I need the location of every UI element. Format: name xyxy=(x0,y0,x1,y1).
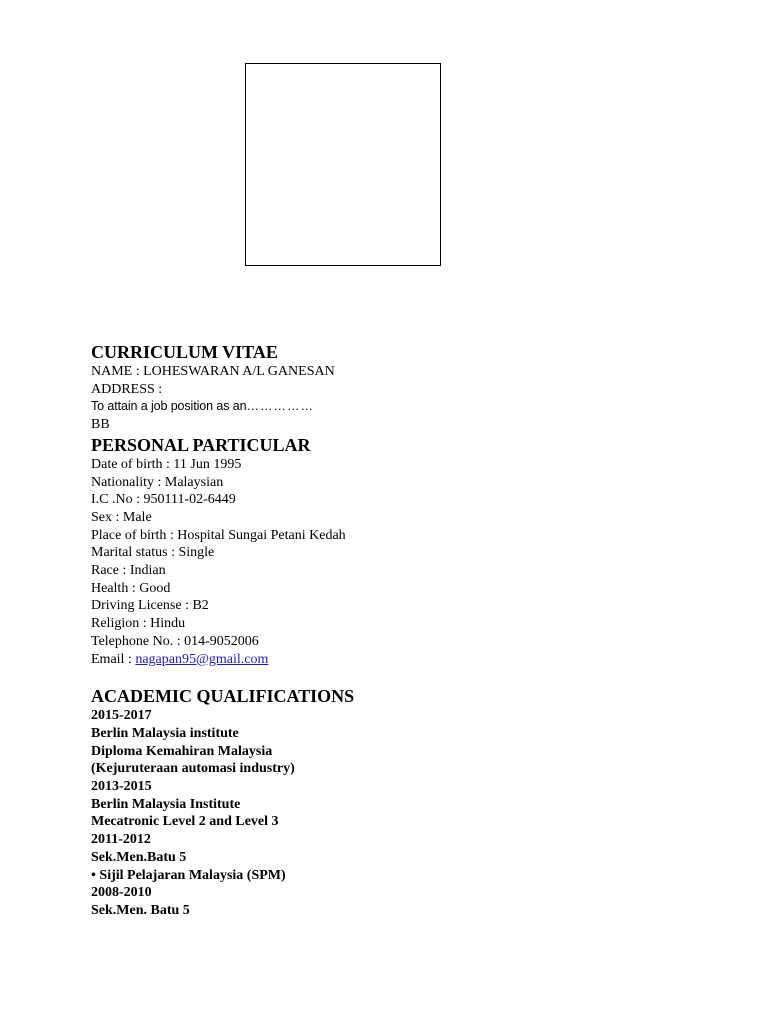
academic-year-4: 2008-2010 xyxy=(91,885,152,901)
personal-religion: Religion : Hindu xyxy=(91,616,186,632)
academic-field-1: (Kejuruteraan automasi industry) xyxy=(91,761,295,777)
personal-place-of-birth: Place of birth : Hospital Sungai Petani Kedah xyxy=(91,527,346,543)
personal-nationality: Nationality : Malaysian xyxy=(91,474,224,490)
academic-school-4: Sek.Men. Batu 5 xyxy=(91,902,190,918)
personal-marital-status: Marital status : Single xyxy=(91,545,215,561)
email-label: Email : xyxy=(91,651,136,667)
personal-health: Health : Good xyxy=(91,580,171,596)
personal-telephone: Telephone No. : 014-9052006 xyxy=(91,633,259,649)
academic-year-1: 2015-2017 xyxy=(91,708,152,724)
photo-placeholder xyxy=(245,63,441,266)
personal-sex: Sex : Male xyxy=(91,509,152,525)
academic-school-3: Sek.Men.Batu 5 xyxy=(91,849,187,865)
cv-content xyxy=(91,341,731,920)
personal-email-line xyxy=(91,651,731,669)
academic-institution-1: Berlin Malaysia institute xyxy=(91,725,239,741)
personal-section-title: PERSONAL PARTICULAR xyxy=(91,434,311,455)
extra-line: BB xyxy=(91,417,110,433)
address-line: ADDRESS : xyxy=(91,381,163,397)
academic-institution-2: Berlin Malaysia Institute xyxy=(91,796,241,812)
objective-line xyxy=(91,398,731,416)
objective-text: To attain a job position as an xyxy=(91,399,247,414)
academic-qualification-1: Diploma Kemahiran Malaysia xyxy=(91,743,273,759)
personal-ic-number: I.C .No : 950111-02-6449 xyxy=(91,492,236,508)
section-gap xyxy=(91,668,731,685)
personal-driving-license: Driving License : B2 xyxy=(91,598,209,614)
academic-qualification-3: • Sijil Pelajaran Malaysia (SPM) xyxy=(91,867,286,883)
email-link[interactable]: nagapan95@gmail.com xyxy=(135,651,269,667)
academic-qualification-2: Mecatronic Level 2 and Level 3 xyxy=(91,814,279,830)
personal-dob: Date of birth : 11 Jun 1995 xyxy=(91,456,242,472)
academic-year-3: 2011-2012 xyxy=(91,832,151,848)
cv-title: CURRICULUM VITAE xyxy=(91,342,278,362)
academic-year-2: 2013-2015 xyxy=(91,779,152,795)
name-line: NAME : LOHESWARAN A/L GANESAN xyxy=(91,364,335,379)
academic-section-title: ACADEMIC QUALIFICATIONS xyxy=(91,686,355,707)
objective-dots: …………… xyxy=(246,399,314,414)
personal-race: Race : Indian xyxy=(91,563,166,579)
